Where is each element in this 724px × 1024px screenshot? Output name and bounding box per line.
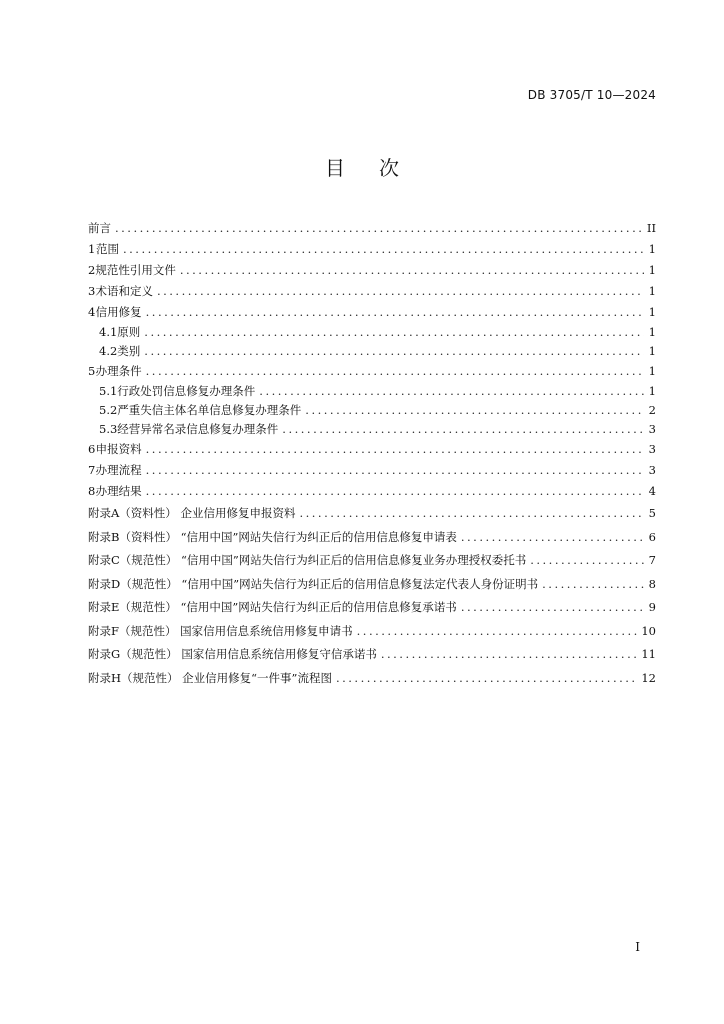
toc-entry-label: 附录G（规范性） 国家信用信息系统信用修复守信承诺书 (88, 647, 377, 661)
dot-leader (542, 573, 644, 597)
toc-entry-number: 6 (88, 442, 96, 456)
dot-leader (530, 549, 644, 573)
toc-entry-label: 原则 (117, 325, 141, 339)
toc-entry[interactable] (88, 549, 656, 573)
toc-entry-label: 办理结果 (95, 484, 142, 498)
dot-leader (123, 239, 644, 260)
toc-entry-number: 3 (88, 284, 96, 298)
toc-entry-number: 2 (88, 263, 96, 277)
dot-leader (357, 620, 638, 644)
dot-leader (259, 382, 644, 401)
dot-leader (146, 361, 644, 382)
toc-entry[interactable] (88, 526, 656, 550)
toc-entry-label: 附录E（规范性） “信用中国”网站失信行为纠正后的信用信息修复承诺书 (88, 600, 457, 614)
toc-entry-label: 类别 (117, 344, 141, 358)
toc-entry-number: 4 (88, 305, 96, 319)
toc-entry-page: 1 (648, 305, 656, 319)
dot-leader (381, 643, 638, 667)
toc-entry[interactable] (88, 323, 656, 342)
dot-leader (146, 481, 644, 502)
toc-entry-number: 7 (88, 463, 96, 477)
toc-entry-page: 8 (648, 576, 656, 591)
toc-entry-page: 3 (648, 463, 656, 477)
toc-entry-number: 4.2 (99, 344, 118, 358)
dot-leader (157, 281, 644, 302)
toc-entry-label: 附录F（规范性） 国家信用信息系统信用修复申请书 (88, 623, 353, 638)
toc-entry-page: 3 (648, 442, 656, 456)
toc-entry[interactable] (88, 573, 656, 597)
toc-entry-page: 10 (641, 623, 656, 638)
toc-entry-label: 规范性引用文件 (95, 263, 176, 277)
dot-leader (282, 420, 644, 439)
toc-entry-page: 5 (648, 506, 656, 520)
toc-entry[interactable] (88, 302, 656, 323)
toc-entry-label: 前言 (88, 221, 111, 235)
toc-entry-label: 严重失信主体名单信息修复办理条件 (117, 403, 302, 417)
toc-entry-label: 附录C（规范性） “信用中国”网站失信行为纠正后的信用信息修复业务办理授权委托书 (88, 553, 527, 567)
toc-entry-number: 5 (88, 364, 96, 378)
toc-entry[interactable] (88, 342, 656, 361)
toc-entry-number: 5.1 (99, 384, 118, 398)
toc-entry-number: 5.3 (99, 422, 118, 436)
dot-leader (305, 401, 644, 420)
toc-entry-label: 术语和定义 (95, 284, 153, 298)
toc-entry-page: 1 (648, 242, 656, 256)
dot-leader (146, 460, 644, 481)
toc-entry-label: 经营异常名录信息修复办理条件 (117, 422, 279, 436)
toc-entry-page: 1 (648, 263, 656, 277)
toc-entry-number: 1 (88, 242, 96, 256)
toc-entry-label: 附录H（规范性） 企业信用修复“一件事”流程图 (88, 670, 332, 685)
toc-entry[interactable] (88, 667, 656, 691)
toc-entry-page: II (646, 221, 656, 235)
toc-entry[interactable] (88, 439, 656, 460)
dot-leader (146, 439, 644, 460)
toc-entry[interactable] (88, 260, 656, 281)
dot-leader (461, 526, 644, 550)
toc-entry-page: 6 (648, 529, 656, 544)
toc-entry[interactable] (88, 420, 656, 439)
toc-entry-number: 8 (88, 484, 96, 498)
toc-entry[interactable] (88, 502, 656, 526)
toc-entry-page: 1 (648, 344, 656, 358)
toc-entry-label: 行政处罚信息修复办理条件 (117, 384, 256, 398)
toc-entry-page: 1 (648, 364, 656, 378)
toc-title: 目次 (325, 156, 433, 180)
toc-entry-page: 4 (648, 484, 656, 498)
toc-entry-number: 4.1 (99, 325, 118, 339)
toc-entry-page: 1 (648, 384, 656, 398)
toc-entry-label: 附录B（资料性） “信用中国”网站失信行为纠正后的信用信息修复申请表 (88, 529, 457, 544)
toc-entry[interactable] (88, 481, 656, 502)
toc-entry[interactable] (88, 401, 656, 420)
toc-entry[interactable] (88, 382, 656, 401)
toc-entry[interactable] (88, 239, 656, 260)
table-of-contents (88, 218, 656, 690)
toc-entry[interactable] (88, 281, 656, 302)
toc-entry-label: 范围 (95, 242, 119, 256)
toc-entry-page: 2 (648, 403, 656, 417)
toc-entry[interactable] (88, 643, 656, 667)
toc-entry-page: 7 (648, 553, 656, 567)
dot-leader (146, 302, 644, 323)
toc-entry-label: 申报资料 (95, 442, 142, 456)
toc-entry[interactable] (88, 361, 656, 382)
toc-entry[interactable] (88, 460, 656, 481)
toc-entry-page: 11 (641, 647, 656, 661)
toc-entry-page: 3 (648, 422, 656, 436)
dot-leader (180, 260, 644, 281)
toc-entry-label: 附录D（规范性） “信用中国”网站失信行为纠正后的信用信息修复法定代表人身份证明书 (88, 576, 539, 591)
dot-leader (461, 596, 644, 620)
toc-entry[interactable] (88, 218, 656, 239)
toc-entry-page: 12 (641, 670, 656, 685)
dot-leader (144, 323, 644, 342)
toc-entry[interactable] (88, 620, 656, 644)
toc-entry-label: 附录A（资料性） 企业信用修复申报资料 (88, 506, 296, 520)
toc-entry-label: 信用修复 (95, 305, 142, 319)
footer-page-number: I (635, 940, 640, 954)
dot-leader (336, 667, 637, 691)
dot-leader (144, 342, 644, 361)
toc-entry-label: 办理条件 (95, 364, 142, 378)
dot-leader (299, 502, 644, 526)
toc-entry[interactable] (88, 596, 656, 620)
toc-entry-label: 办理流程 (95, 463, 142, 477)
dot-leader (115, 218, 643, 239)
toc-entry-page: 9 (648, 600, 656, 614)
document-code: DB 3705/T 10—2024 (527, 88, 656, 102)
toc-entry-page: 1 (648, 284, 656, 298)
toc-entry-page: 1 (648, 325, 656, 339)
toc-entry-number: 5.2 (99, 403, 118, 417)
